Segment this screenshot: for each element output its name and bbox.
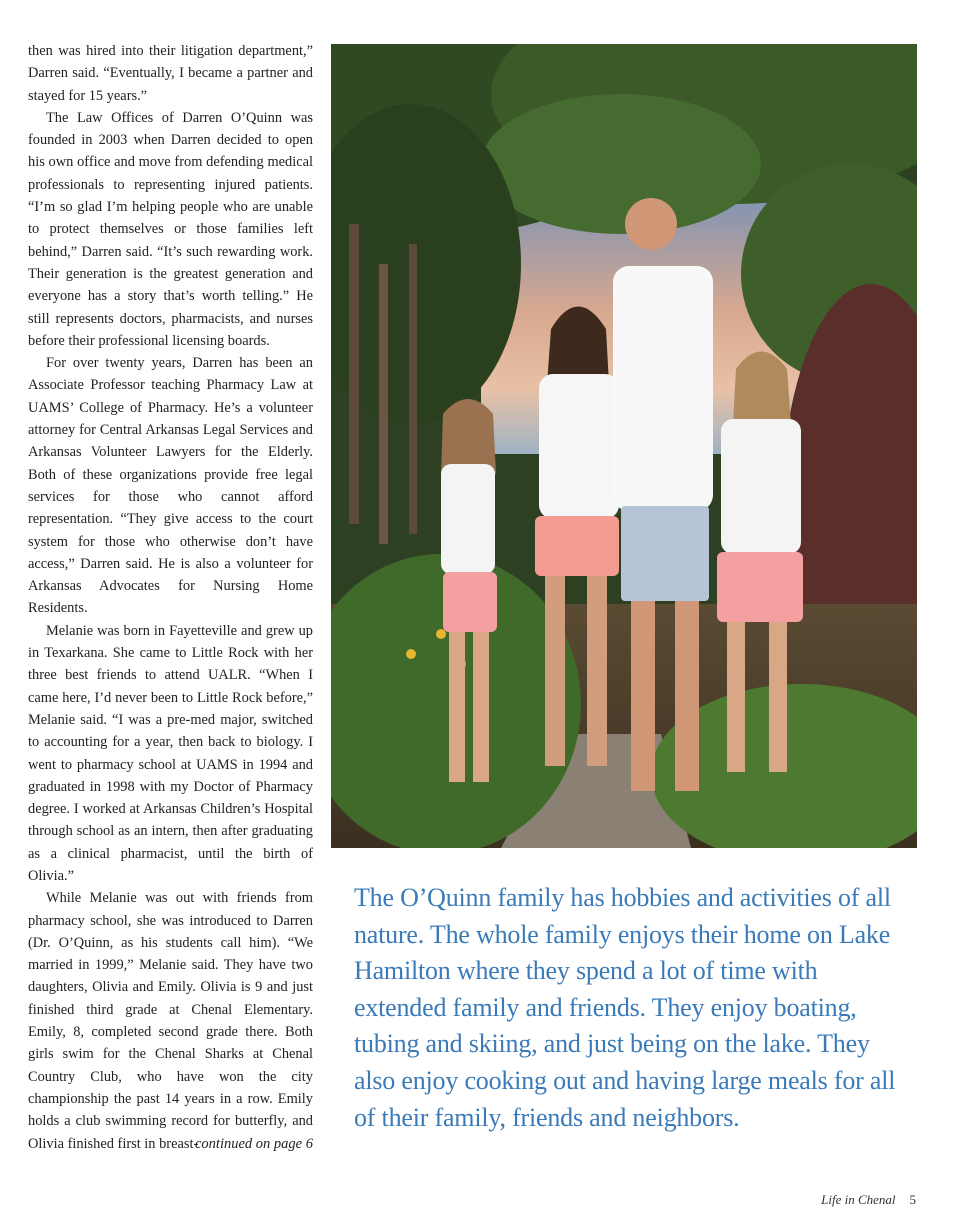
family-photo [331,44,917,848]
article-paragraph: While Melanie was out with friends from pharmacy school, she was introduced to Darren (Dr. O’Quinn, as his students call him). “We married in 1999,” Melanie said. They have two daughters, Olivia and Emily. Olivia is 9 and just finished third grade at Chenal Elementary. Emily, 8, completed second grade there. Both girls swim for the Chenal Sharks at Chenal Country Club, who have won the city championship the past 14 years in a row. Emily holds a club swimming record for butterfly, and Olivia finished first in breast- [28,890,313,1152]
photo-caption: The O’Quinn family has hobbies and activities of all nature. The whole family enjoys their home on Lake Hamilton where they spend a lot of time with extended family and friends. They enjoy boating, tubing and skiing, and just being on the lake. They also enjoy cooking out and having large meals for all of their family, friends and neighbors. [354,883,896,1132]
article-paragraph: Melanie was born in Fayetteville and grew up in Texarkana. She came to Little Rock with her three best friends to attend UALR. “When I came here, I’d never been to Little Rock before,” Melanie said. “I was a pre-med major, switched to accounting for a year, then back to biology. I went to pharmacy school at UAMS in 1994 and graduated in 1998 with my Doctor of Pharmacy degree. I worked at Arkansas Children’s Hospital through school as an intern, then after graduating as a clinical pharmacist, until the birth of Olivia.” [28,622,313,884]
article-text-column [28,40,313,1155]
continued-note: continued on page 6 [195,1136,313,1152]
magazine-title: Life in Chenal [821,1192,896,1207]
article-paragraph: For over twenty years, Darren has been an Associate Professor teaching Pharmacy Law at UAMS’ College of Pharmacy. He’s a volunteer attorney for Central Arkansas Legal Services and Arkansas Volunteer Lawyers for the Elderly. Both of these organizations provide free legal services for those who cannot afford representation. “They give access to the court system for those who otherwise don’t have access,” Darren said. He is also a volunteer for Arkansas Advocates for Nursing Home Residents. [28,355,313,617]
article-paragraph: then was hired into their litigation department,” Darren said. “Eventually, I became a partner and stayed for 15 years.” [28,43,313,104]
article-paragraph: The Law Offices of Darren O’Quinn was founded in 2003 when Darren decided to open his own office and move from defending medical professionals to representing injured patients. “I’m so glad I’m helping people who are unable to protect themselves or those families left behind,” Darren said. “It’s such rewarding work. Their generation is the greatest generation and everyone has a story that’s worth telling.” He still represents doctors, pharmacists, and nurses before their professional licensing boards. [28,109,313,349]
page-number: 5 [909,1192,916,1207]
page-footer [821,1191,916,1209]
